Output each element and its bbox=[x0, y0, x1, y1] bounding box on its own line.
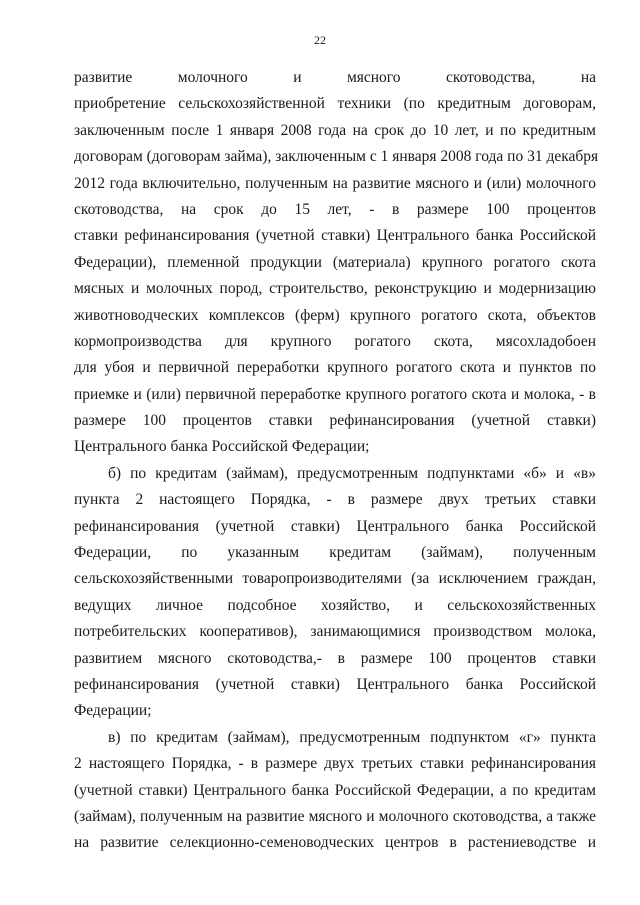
text-line: сельскохозяйственными товаропроизводителями (за исключением граждан, bbox=[74, 570, 596, 588]
text-line: заключенным после 1 января 2008 года на срок до 10 лет, и по кредитным bbox=[74, 121, 596, 139]
text-line: Федерации; bbox=[74, 702, 152, 720]
text-line: размере 100 процентов ставки рефинансирования (учетной ставки) bbox=[74, 412, 596, 430]
text-line: для убоя и первичной переработки крупного рогатого скота и пунктов по bbox=[74, 359, 596, 377]
text-line: Центрального банка Российской Федерации; bbox=[74, 438, 370, 456]
text-line: на развитие селекционно-семеноводческих центров в растениеводстве и bbox=[74, 834, 596, 852]
text-line: договорам (договорам займа), заключенным с 1 января 2008 года по 31 декабря bbox=[74, 148, 599, 166]
text-line: скотоводства, на срок до 15 лет, - в размере 100 процентов bbox=[74, 200, 596, 218]
text-line: (займам), полученным на развитие мясного и молочного скотоводства, а также bbox=[74, 807, 596, 825]
text-line: ставки рефинансирования (учетной ставки) Центрального банка Российской bbox=[74, 227, 596, 245]
text-line: (учетной ставки) Центрального банка Российской Федерации, а по кредитам bbox=[74, 781, 596, 799]
text-line: рефинансирования (учетной ставки) Центрального банка Российской bbox=[74, 675, 596, 693]
text-line: 2 настоящего Порядка, - в размере двух третьих ставки рефинансирования bbox=[74, 755, 596, 773]
text-line: пункта 2 настоящего Порядка, - в размере двух третьих ставки bbox=[74, 491, 596, 509]
text-line: приемке и (или) первичной переработке крупного рогатого скота и молока, - в bbox=[74, 385, 596, 403]
text-line: б) по кредитам (займам), предусмотренным подпунктами «б» и «в» bbox=[108, 464, 596, 482]
text-line: мясных и молочных пород, строительство, реконструкцию и модернизацию bbox=[74, 280, 596, 298]
text-line: приобретение сельскохозяйственной техники (по кредитным договорам, bbox=[74, 95, 596, 113]
text-line: Федерации, по указанным кредитам (займам), полученным bbox=[74, 544, 596, 562]
text-line: Федерации), племенной продукции (материала) крупного рогатого скота bbox=[74, 253, 596, 271]
text-line: рефинансирования (учетной ставки) Центрального банка Российской bbox=[74, 517, 596, 535]
page-number: 22 bbox=[314, 33, 326, 47]
text-line: развитием мясного скотоводства,- в размере 100 процентов ставки bbox=[74, 649, 596, 667]
text-line: развитие молочного и мясного скотоводства, на bbox=[74, 69, 596, 86]
document-body bbox=[74, 65, 599, 857]
text-line: в) по кредитам (займам), предусмотренным подпунктом «г» пункта bbox=[108, 728, 596, 746]
text-line: ведущих личное подсобное хозяйство, и сельскохозяйственных bbox=[74, 596, 596, 614]
text-line: потребительских кооперативов), занимающимися производством молока, bbox=[74, 623, 596, 641]
text-line: кормопроизводства для крупного рогатого скота, мясохладобоен bbox=[74, 332, 596, 350]
text-line: 2012 года включительно, полученным на развитие мясного и (или) молочного bbox=[74, 174, 596, 192]
text-line: животноводческих комплексов (ферм) крупного рогатого скота, объектов bbox=[74, 306, 596, 324]
